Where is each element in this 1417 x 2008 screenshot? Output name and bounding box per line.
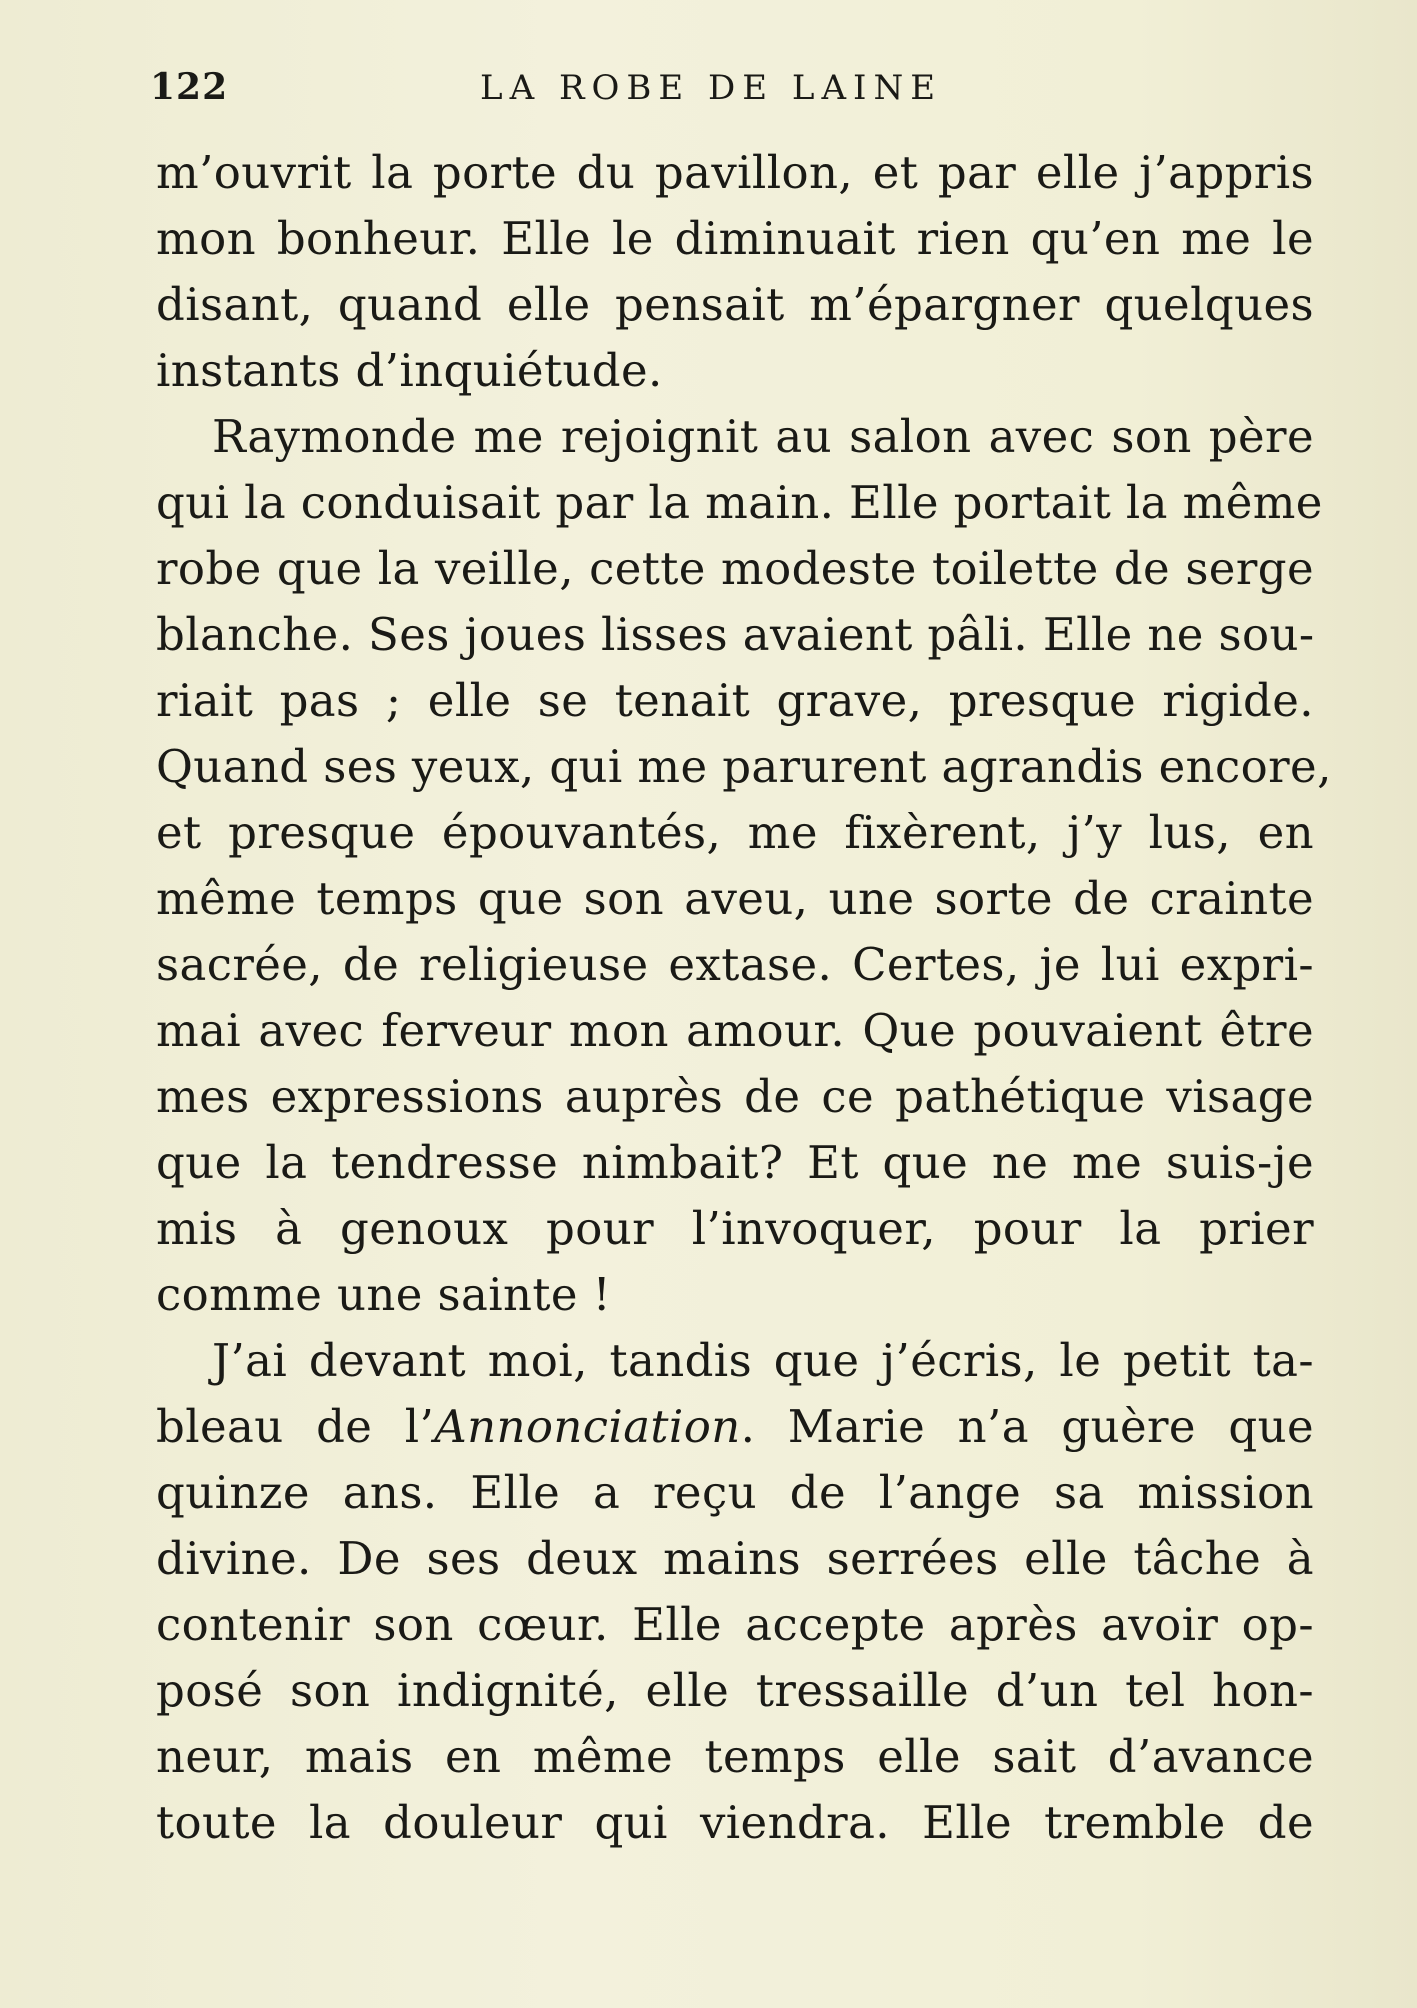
text-line: blanche. Ses joues lisses avaient pâli. Elle ne sou- [156, 608, 1315, 661]
text-line: mai avec ferveur mon amour. Que pouvaient être [156, 1004, 1314, 1057]
text-segment: . Marie n’a guère que [740, 1400, 1314, 1453]
text-line: Quand ses yeux, qui me parurent agrandis encore, [156, 740, 1332, 793]
body-text [156, 140, 1332, 1856]
running-title: LA ROBE DE LAINE [480, 68, 943, 108]
text-line: et presque épouvantés, me fixèrent, j’y lus, en [156, 806, 1314, 859]
text-line: divine. De ses deux mains serrées elle tâche à [156, 1532, 1314, 1585]
text-line: que la tendresse nimbait? Et que ne me suis-je [156, 1136, 1314, 1189]
text-line: Raymonde me rejoignit au salon avec son père [212, 410, 1314, 463]
text-line-with-title [156, 1394, 1314, 1460]
text-segment: bleau de l’ [156, 1400, 435, 1453]
text-line: mon bonheur. Elle le diminuait rien qu’en me le [156, 212, 1314, 265]
text-line: robe que la veille, cette modeste toilette de serge [156, 542, 1314, 595]
page-number: 122 [150, 66, 229, 108]
text-line: mis à genoux pour l’invoquer, pour la prier [156, 1202, 1314, 1255]
text-line: disant, quand elle pensait m’épargner quelques [156, 278, 1314, 331]
text-line: comme une sainte ! [156, 1268, 612, 1321]
text-line: J’ai devant moi, tandis que j’écris, le petit ta- [212, 1334, 1314, 1387]
text-line: contenir son cœur. Elle accepte après avoir op- [156, 1598, 1314, 1651]
text-line: sacrée, de religieuse extase. Certes, je lui expri- [156, 938, 1314, 991]
text-line: même temps que son aveu, une sorte de crainte [156, 872, 1314, 925]
text-line: m’ouvrit la porte du pavillon, et par elle j’appris [156, 146, 1314, 199]
text-line: mes expressions auprès de ce pathétique visage [156, 1070, 1314, 1123]
text-line: riait pas ; elle se tenait grave, presque rigide. [156, 674, 1314, 727]
text-line: posé son indignité, elle tressaille d’un tel hon- [156, 1664, 1314, 1717]
page-header [150, 66, 1330, 126]
text-line: toute la douleur qui viendra. Elle tremble de [156, 1796, 1314, 1849]
text-line: quinze ans. Elle a reçu de l’ange sa mission [156, 1466, 1314, 1519]
text-line: instants d’inquiétude. [156, 344, 663, 397]
text-line: neur, mais en même temps elle sait d’avance [156, 1730, 1314, 1783]
text-line: qui la conduisait par la main. Elle portait la même [156, 476, 1323, 529]
painting-title: Annonciation [434, 1400, 741, 1453]
